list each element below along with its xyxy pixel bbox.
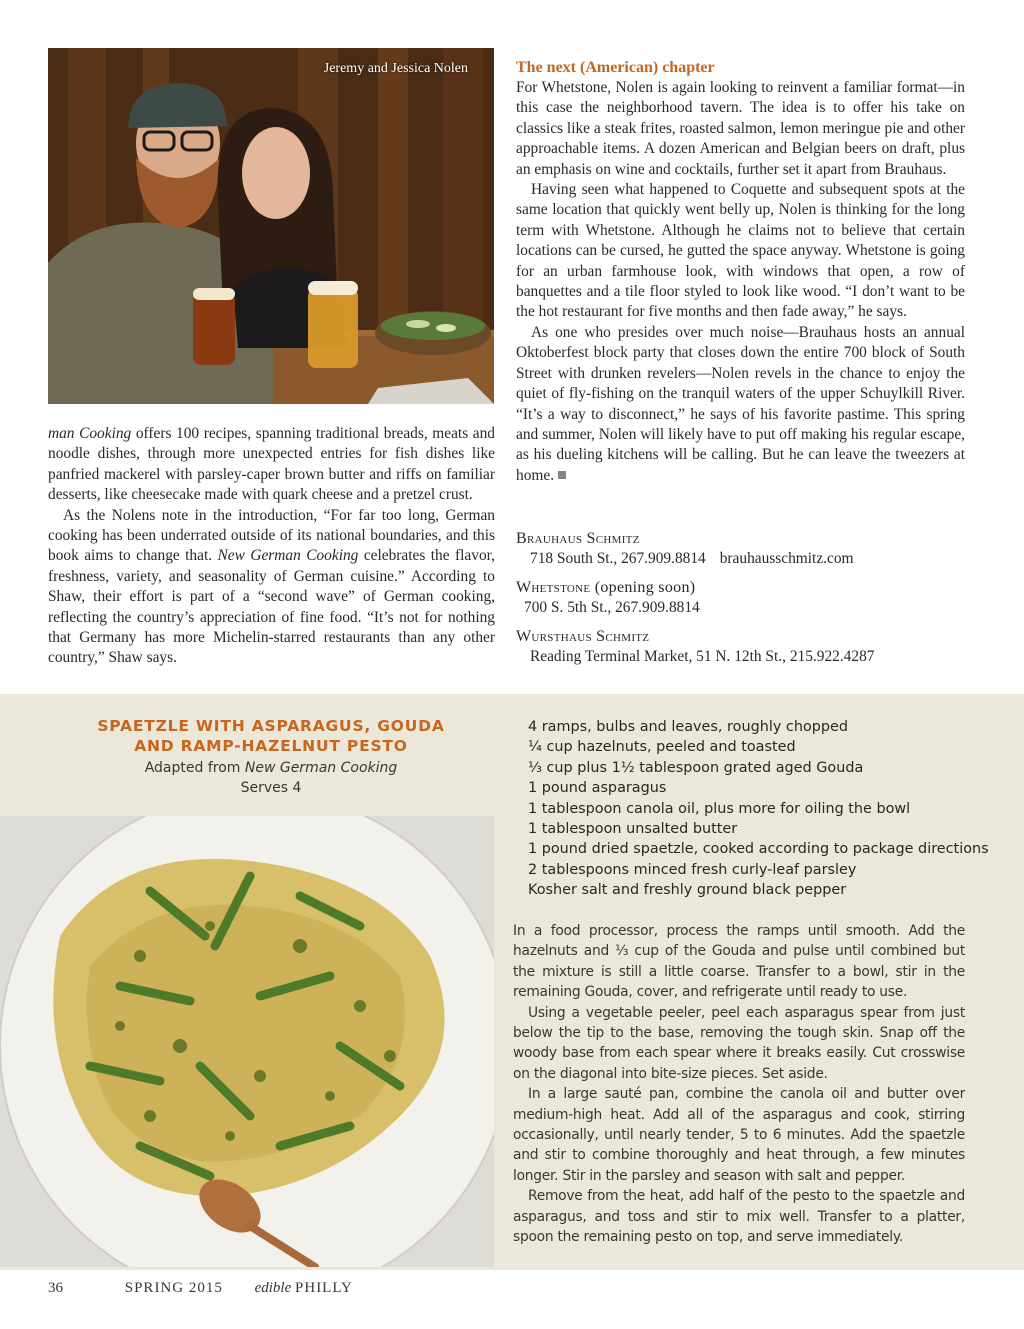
page-number: 36 (48, 1280, 63, 1296)
issue-season: SPRING 2015 (124, 1280, 223, 1296)
page-footer (48, 1280, 353, 1297)
recipe-title-line-1: SPAETZLE WITH ASPARAGUS, GOUDA (97, 717, 445, 735)
restaurant-listings (516, 529, 976, 676)
book-title-fragment: man Cooking (48, 425, 132, 442)
book-title: New German Cooking (217, 547, 359, 565)
ingredient-item: 1 pound asparagus (528, 780, 667, 797)
photo-spaetzle-dish (0, 816, 494, 1267)
magazine-name-italic: edible (254, 1280, 292, 1296)
ingredient-item: 1 tablespoon unsalted butter (528, 821, 738, 838)
ingredient-item: 1 tablespoon canola oil, plus more for oiling the bowl (528, 800, 911, 817)
recipe-serves: Serves 4 (240, 780, 302, 796)
listing-address (516, 549, 976, 569)
listing-whetstone (516, 578, 976, 618)
right-column-text (516, 58, 965, 486)
magazine-name (255, 1280, 353, 1297)
left-paragraph-1-text: offers 100 recipes, spanning traditional breads, meats and noodle dishes, through more unexpected entries for fish dishes like panfried mackerel with parsley-caper brown butter and riffs on familiar desserts, like cheesecake made with quark cheese and a pretzel crust. (48, 425, 495, 504)
left-paragraph-2-before: As the Nolens note in the introduction, “For far too long, German cooking has been underrated outside of its national boundaries, and this book aims to change that. (48, 506, 495, 565)
ingredient-item: 2 tablespoons minced fresh curly-leaf parsley (528, 861, 857, 878)
right-paragraph-3-text: As one who presides over much noise—Brauhaus hosts an annual Oktoberfest block party that closes down the entire 700 block of South Street with drunken revelers—Nolen revels in the chance to enjoy the quiet of fly-fishing on the tranquil waters of the upper Schuylkill River. “It’s a way to disconnect,” he says of his favorite pastime. This spring and summer, Nolen will likely have to put off making his regular escape, as his dueling kitchens will be calling. But he can leave the tweezers at home. (516, 323, 965, 484)
left-column-text (48, 424, 495, 669)
recipe-subtitle (48, 758, 494, 798)
listing-wursthaus-schmitz (516, 627, 976, 667)
listing-address: Reading Terminal Market, 51 N. 12th St., 215.922.4287 (530, 648, 875, 665)
method-step-2: Using a vegetable peeler, peel each asparagus spear from just below the tip to the base, removing the tough skin. Snap off the woody base from each spear where it breaks easily. Cut crosswise on the diagonal into bite-size pieces. Set aside. (513, 1004, 965, 1082)
method-step-3: In a large sauté pan, combine the canola oil and butter over medium-high heat. Add all of the asparagus and cook, stirring occasionally, until nearly tender, 5 to 6 minutes. Add the spaetzle and stir to combine thoroughly and heat through, a few minutes longer. Stir in the parsley and season with salt and pepper. (513, 1086, 965, 1184)
listing-address-text: 718 South St., 267.909.8814 (530, 550, 706, 567)
dish-illustration (0, 816, 494, 1267)
right-paragraph-1: For Whetstone, Nolen is again looking to reinvent a familiar format—in this case the neighborhood tavern. The idea is to offer his take on classics like a steak frites, roasted salmon, lemon meringue pie and other approachable items. A dozen American and Belgian beers on draft, plus an emphasis on wine and cocktails, further set it apart from Brauhaus. (516, 79, 965, 178)
ingredient-list (528, 717, 998, 901)
recipe-method (513, 921, 965, 1248)
ingredient-item: 4 ramps, bulbs and leaves, roughly chopped (528, 719, 849, 735)
listing-address: 700 S. 5th St., 267.909.8814 (524, 599, 700, 616)
listing-note: (opening soon) (590, 579, 696, 596)
recipe-adapted-from: Adapted from New German Cooking (144, 760, 398, 776)
listing-website[interactable]: brauhausschmitz.com (719, 550, 854, 567)
ingredient-item: Kosher salt and freshly ground black pepper (528, 882, 847, 899)
recipe-title-line-2: AND RAMP-HAZELNUT PESTO (134, 737, 408, 755)
photo-caption: Jeremy and Jessica Nolen (323, 61, 468, 76)
left-paragraph-1 (48, 424, 495, 506)
listing-name: Whetstone (opening soon) (516, 579, 696, 596)
recipe-title (48, 716, 494, 756)
magazine-name-city: PHILLY (295, 1280, 353, 1296)
end-of-article-mark (558, 471, 566, 479)
right-paragraph-3 (516, 323, 965, 486)
left-paragraph-2-after: celebrates the flavor, freshness, variety, and seasonality of German cuisine.” According to Shaw, their effort is part of a “second wave” of German cooking, reflecting the country’s appreciation of fine food. “It’s not for nothing that Germany has more Michelin-starred restaurants than any other country,” Shaw says. (48, 547, 495, 667)
right-paragraph-2: Having seen what happened to Coquette and subsequent spots at the same location that quickly went belly up, Nolen is thinking for the long term with Whetstone. Although he claims not to believe that certain locations can be cursed, he gutted the space anyway. Whetstone is going for an urban farmhouse look, with windows that open, a row of banquettes and a tile floor styled to look like wood. “I don’t want to be the hot restaurant for five months and then fade away,” he says. (516, 181, 965, 321)
listing-name: Wursthaus Schmitz (516, 628, 650, 645)
recipe-source-book: New German Cooking (244, 760, 398, 776)
section-heading: The next (American) chapter (516, 59, 715, 76)
listing-name: Brauhaus Schmitz (516, 530, 640, 547)
method-step-4: Remove from the heat, add half of the pesto to the spaetzle and asparagus, and toss and stir to mix well. Transfer to a platter, spoon the remaining pesto on top, and serve immediately. (513, 1188, 965, 1246)
ingredient-item: ⅓ cup plus 1½ tablespoon grated aged Gouda (528, 759, 864, 776)
photo-illustration (48, 48, 494, 404)
left-paragraph-2 (48, 506, 495, 669)
method-step-1: In a food processor, process the ramps until smooth. Add the hazelnuts and ⅓ cup of the Gouda and pulse until combined but the mixture is still a little coarse. Transfer to a bowl, stir in the remaining Gouda, cover, and refrigerate until ready to use. (513, 923, 965, 1001)
ingredient-item: ¼ cup hazelnuts, peeled and toasted (528, 739, 796, 756)
listing-brauhaus-schmitz (516, 529, 976, 569)
photo-jeremy-and-jessica-nolen (48, 48, 494, 404)
ingredient-item: 1 pound dried spaetzle, cooked according to package directions (528, 841, 989, 858)
